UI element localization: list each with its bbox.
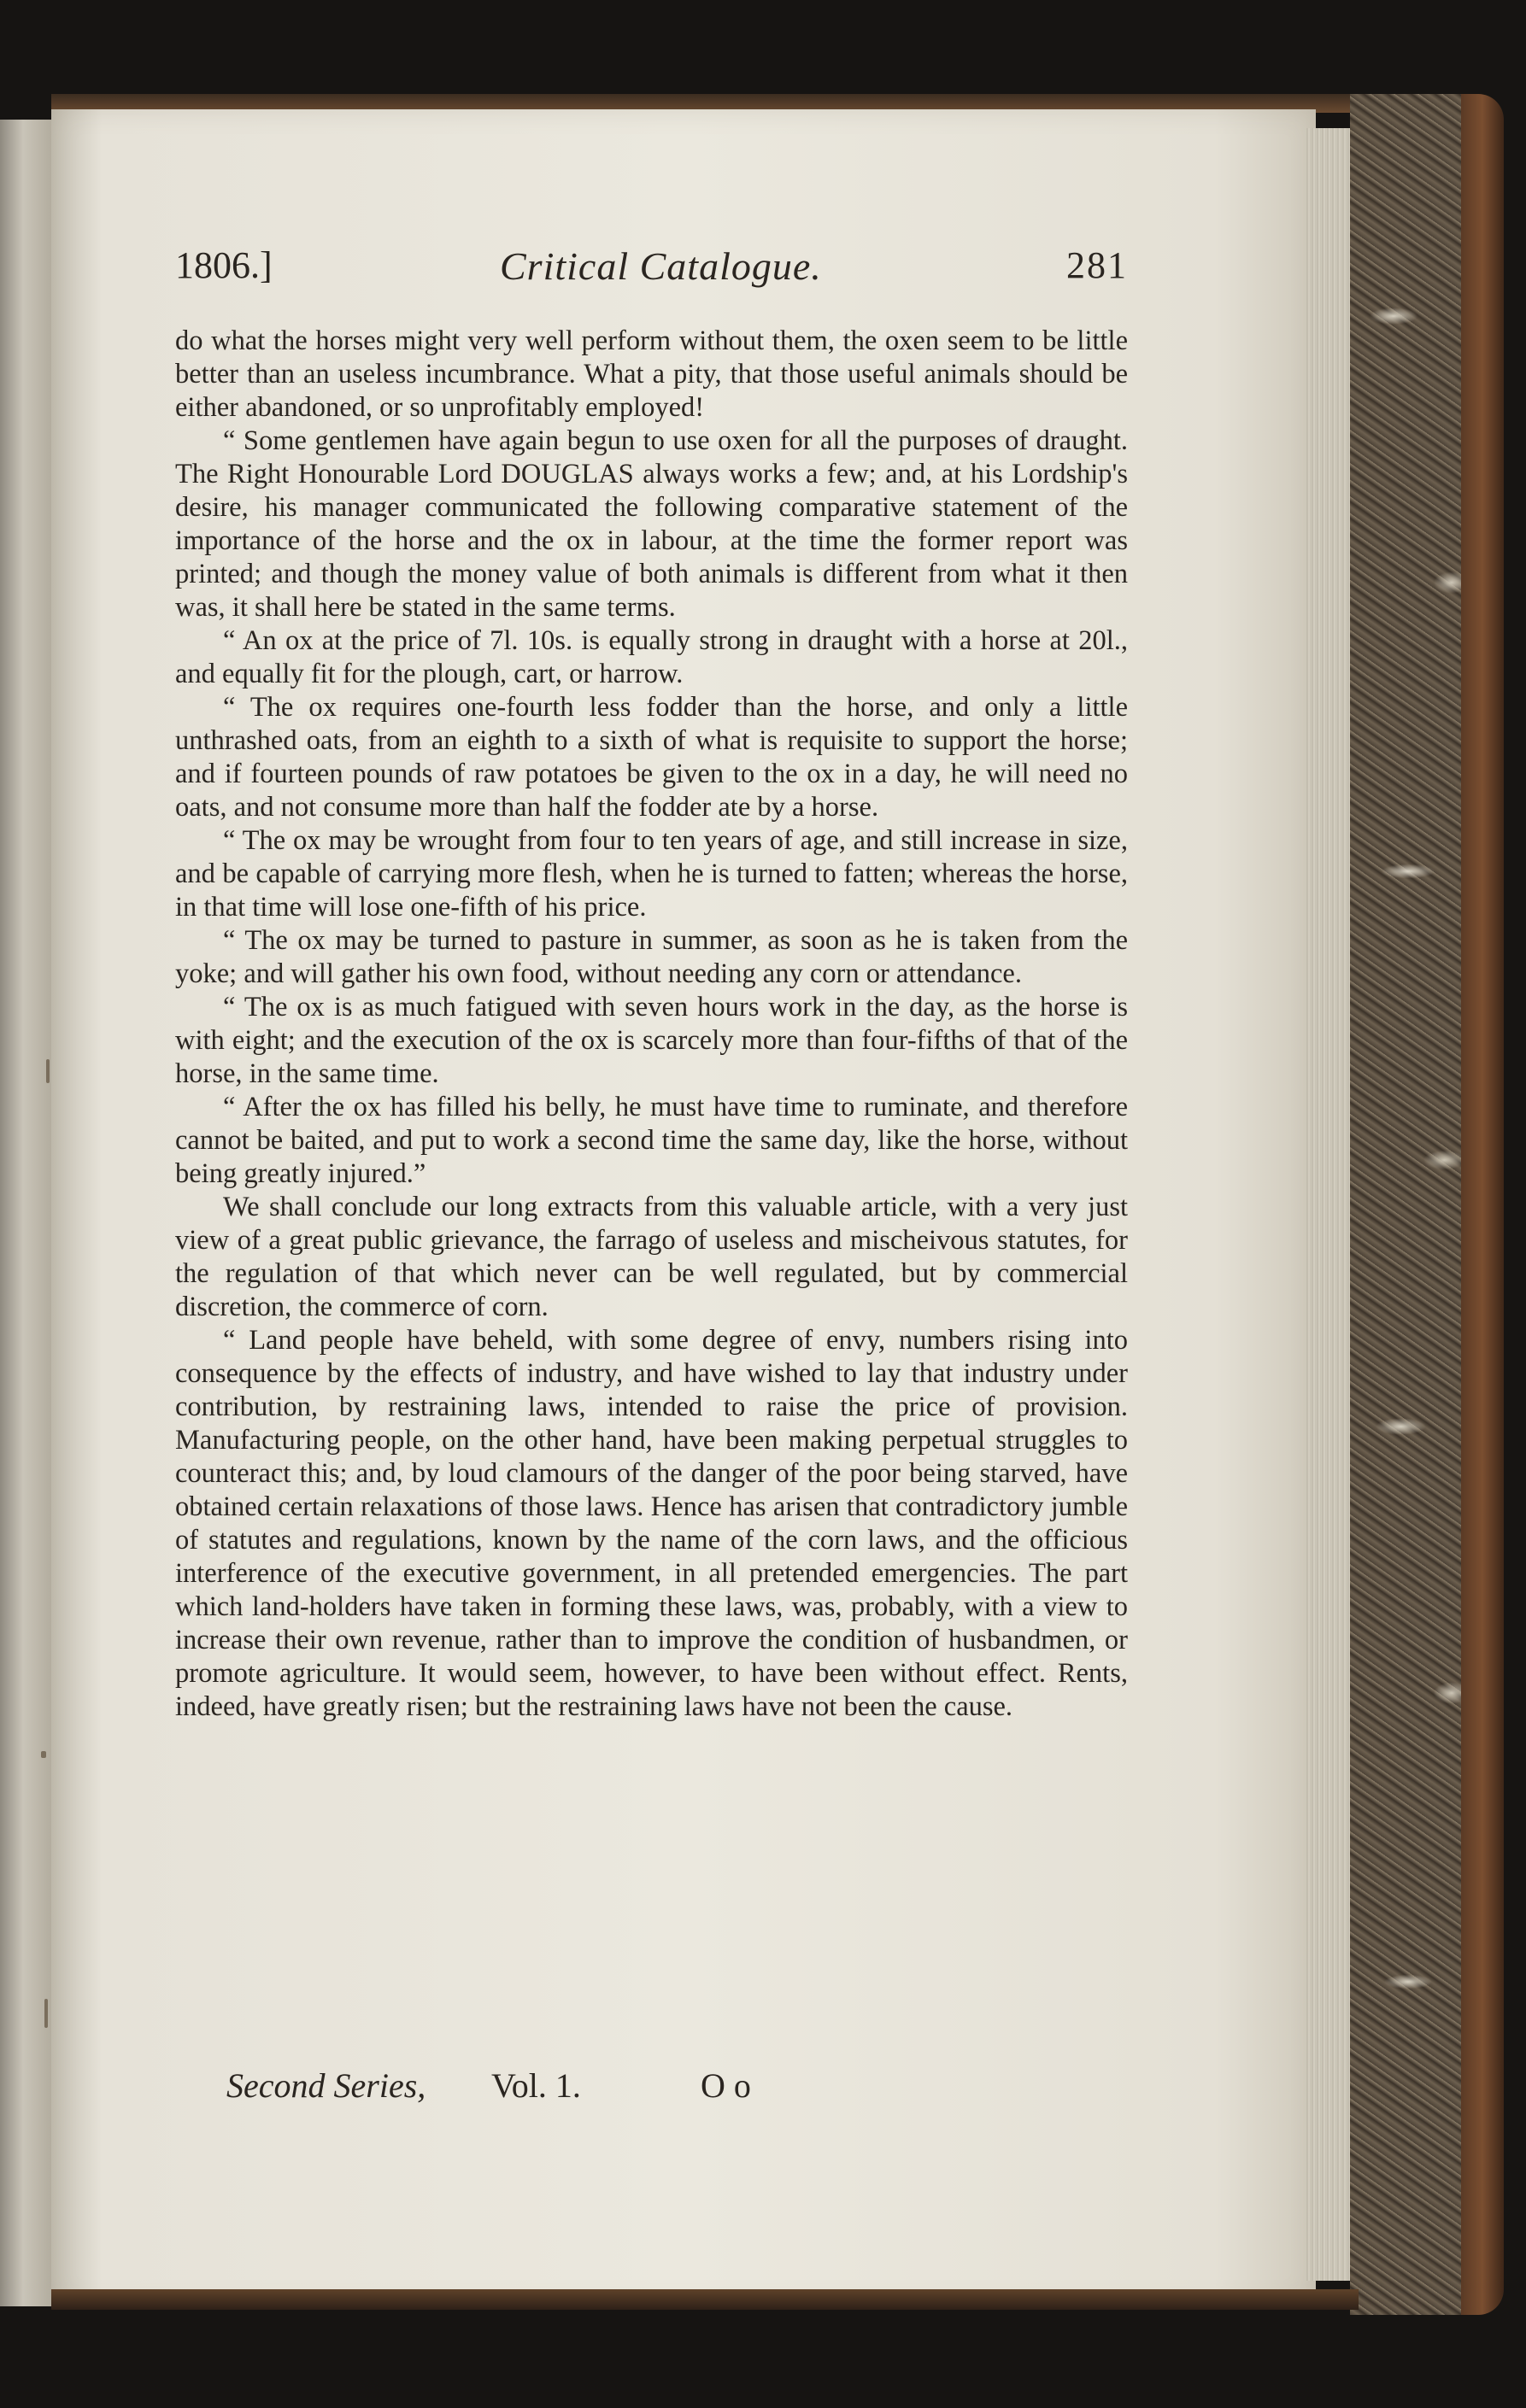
signature-mark: O o bbox=[701, 2066, 751, 2105]
page-edge-stack bbox=[1306, 128, 1350, 2281]
page-footer bbox=[175, 2065, 859, 2117]
footer-volume: Vol. 1. bbox=[491, 2066, 581, 2105]
paragraph: “ The ox may be wrought from four to ten years of age, and still increase in size, and be capable of carrying more flesh, when he is turned to fatten; whereas the horse, in that time will lose one-fifth of his price. bbox=[175, 825, 1128, 923]
paragraph: do what the horses might very well perform without them, the oxen seem to be little better than an useless incumbrance. What a pity, that those useful animals should be either abandoned, or so unprofitably employed! bbox=[175, 325, 1128, 423]
paragraph: “ An ox at the price of 7l. 10s. is equally strong in draught with a horse at 20l., and equally fit for the plough, cart, or harrow. bbox=[175, 625, 1128, 689]
paragraph: “ Some gentlemen have again begun to use oxen for all the purposes of draught. The Right Honourable Lord DOUGLAS always works a few; and, at his Lordship's desire, his manager communicated the following comparative statement of the importance of the horse and the ox in labour, at the time the former report was printed; and though the money value of both animals is different from what it then was, it shall here be stated in the same terms. bbox=[175, 425, 1128, 623]
running-header bbox=[175, 243, 1128, 312]
margin-mark bbox=[44, 1999, 48, 2028]
page-number: 281 bbox=[1066, 244, 1128, 286]
header-title: Critical Catalogue. bbox=[500, 244, 822, 288]
book-bottom-edge bbox=[51, 2289, 1359, 2310]
paragraph: “ The ox requires one-fourth less fodder than the horse, and only a little unthrashed oats, from an eighth to a sixth of what is requisite to support the horse; and if fourteen pounds of raw potatoes be given to the ox in a day, he will need no oats, and not consume more than half the fodder ate by a horse. bbox=[175, 692, 1128, 823]
paragraph: “ The ox may be turned to pasture in summer, as soon as he is taken from the yoke; and will gather his own food, without needing any corn or attendance. bbox=[175, 925, 1128, 989]
leather-binding bbox=[1461, 94, 1504, 2315]
paragraph: “ After the ox has filled his belly, he must have time to ruminate, and therefore cannot be baited, and put to work a second time the same day, like the horse, without being greatly injured.” bbox=[175, 1092, 1128, 1189]
paragraph: We shall conclude our long extracts from this valuable article, with a very just view of a great public grievance, the farrago of useless and mischeivous statutes, for the regulation of that which never can be well regulated, but by commercial discretion, the commerce of corn. bbox=[175, 1192, 1128, 1322]
facing-page-edge bbox=[0, 120, 51, 2306]
footer-series: Second Series, bbox=[226, 2066, 426, 2105]
paragraph: “ The ox is as much fatigued with seven hours work in the day, as the horse is with eight; and the execution of the ox is scarcely more than four-fifths of that of the horse, in the same time. bbox=[175, 992, 1128, 1089]
body-text bbox=[175, 325, 1128, 1724]
paragraph: “ Land people have beheld, with some degree of envy, numbers rising into consequence by the effects of industry, and have wished to lay that industry under contribution, by restraining laws, intended to raise the price of provision. Manufacturing people, on the other hand, have been making perpetual struggles to counteract this; and, by loud clamours of the danger of the poor being starved, have obtained certain relaxations of those laws. Hence has arisen that contradictory jumble of statutes and regulations, known by the name of the corn laws, and the officious interference of the executive government, in all pretended emergencies. The part which land-holders have taken in forming these laws, was, probably, with a view to increase their own revenue, rather than to improve the condition of husbandmen, or promote agriculture. It would seem, however, to have been without effect. Rents, indeed, have greatly risen; but the restraining laws have not been the cause. bbox=[175, 1325, 1128, 1722]
margin-mark bbox=[46, 1059, 50, 1083]
margin-mark bbox=[41, 1751, 46, 1758]
header-year: 1806.] bbox=[175, 244, 273, 286]
